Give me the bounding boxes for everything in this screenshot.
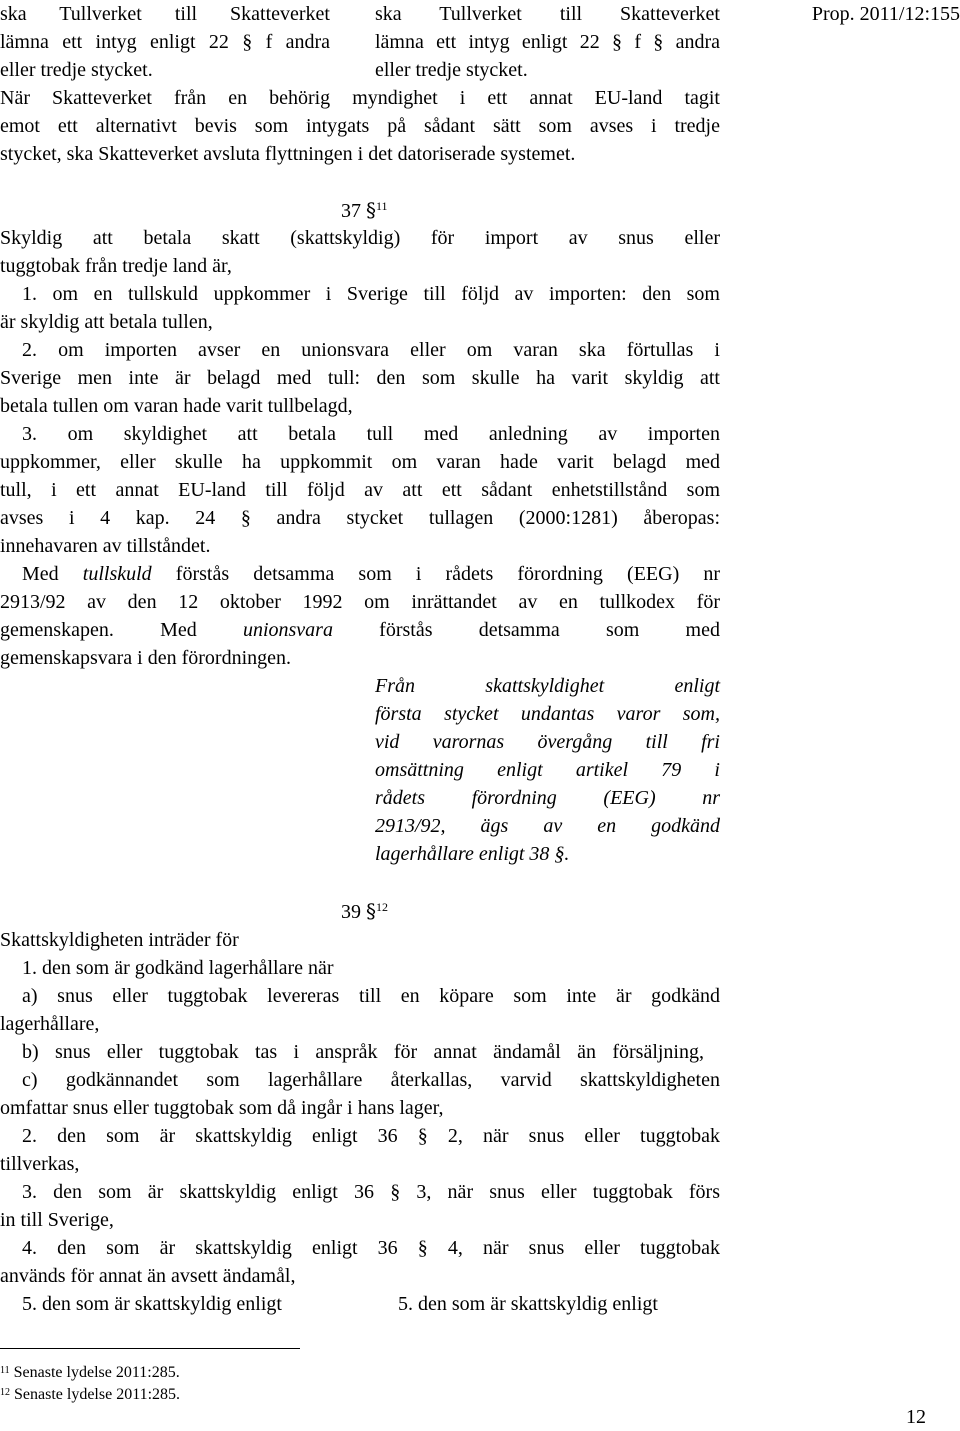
italic-line-4: omsättning enligt artikel 79 i [375, 759, 720, 781]
s39-line-11: in till Sverige, [0, 1209, 114, 1231]
s37-line-11: avses i 4 kap. 24 § andra stycket tullagen (2000:1281) åberopas: [0, 507, 720, 529]
intro-line-2: emot ett alternativt bevis som intygats på sådant sätt som avses i tredje [0, 115, 720, 137]
right-line-2: lämna ett intyg enligt 22 § f § andra [375, 31, 720, 53]
s37-line-5: 2. om importen avser en unionsvara eller om varan ska förtullas i [22, 339, 720, 361]
definition-line-4: gemenskapsvara i den förordningen. [0, 647, 292, 669]
s39-line-3: a) snus eller tuggtobak levereras till en köpare som inte är godkänd [22, 985, 720, 1007]
s37-line-4: är skyldig att betala tullen, [0, 311, 213, 333]
s39-line-2: 1. den som är godkänd lagerhållare när [22, 957, 334, 979]
italic-line-3: vid varornas övergång till fri [375, 731, 720, 753]
footnote-ref-11: 11 [376, 199, 388, 213]
left-line-1: ska Tullverket till Skatteverket [0, 3, 330, 25]
new-italic-text [375, 672, 720, 868]
paragraph-sign: § [366, 899, 376, 923]
s37-line-6: Sverige men inte är belagd med tull: den som skulle ha varit skyldig att [0, 367, 720, 389]
s37-line-3: 1. om en tullskuld uppkommer i Sverige till följd av importen: den som [22, 283, 720, 305]
s37-line-7: betala tullen om varan hade varit tullbelagd, [0, 395, 353, 417]
s37-line-2: tuggtobak från tredje land är, [0, 255, 232, 277]
s37-line-9: uppkommer, eller skulle ha uppkommit om varan hade varit belagd med [0, 451, 720, 473]
s39-line-9: tillverkas, [0, 1153, 80, 1175]
left-line-3: eller tredje stycket. [0, 59, 153, 81]
intro-line-3: stycket, ska Skatteverket avsluta flyttningen i det datoriserade systemet. [0, 143, 576, 165]
section-number: 37 [341, 200, 361, 222]
term-tullskuld: tullskuld [82, 563, 152, 585]
term-unionsvara: unionsvara [242, 619, 333, 641]
left-column-old-text [0, 0, 330, 84]
s39-line-6: c) godkännandet som lagerhållare återkallas, varvid skattskyldigheten [22, 1069, 720, 1091]
italic-line-6: 2913/92, ägs av en godkänd [375, 815, 720, 837]
s39-line-8: 2. den som är skattskyldig enligt 36 § 2, när snus eller tuggtobak [22, 1125, 720, 1147]
s39-last-left: 5. den som är skattskyldig enligt [22, 1293, 282, 1315]
paragraph-sign: § [366, 198, 376, 222]
proposition-reference: Prop. 2011/12:155 [811, 3, 960, 25]
italic-line-2: första stycket undantas varor som, [375, 703, 720, 725]
s39-line-4: lagerhållare, [0, 1013, 100, 1035]
section-number: 39 [341, 901, 361, 923]
s39-line-12: 4. den som är skattskyldig enligt 36 § 4, när snus eller tuggtobak [22, 1237, 720, 1259]
s39-line-10: 3. den som är skattskyldig enligt 36 § 3, när snus eller tuggtobak förs [22, 1181, 720, 1203]
italic-line-7: lagerhållare enligt 38 §. [375, 843, 570, 865]
s39-line-1: Skattskyldigheten inträder för [0, 929, 239, 951]
s37-line-8: 3. om skyldighet att betala tull med anledning av importen [22, 423, 720, 445]
s39-line-7: omfattar snus eller tuggtobak som då ingår i hans lager, [0, 1097, 444, 1119]
footnote-divider [0, 1348, 300, 1349]
footnote-11: $^{11}$ Senaste lydelse 2011:285. [0, 1364, 180, 1381]
definition-unionsvara: gemenskapen. Med unionsvara förstås detsamma som med [0, 619, 720, 641]
s39-line-5: b) snus eller tuggtobak tas i anspråk för annat ändamål än försäljning, [22, 1041, 704, 1063]
section-37-heading [341, 196, 388, 225]
definition-tullskuld: Med tullskuld förstås detsamma som i rådets förordning (EEG) nr [22, 563, 720, 585]
s39-last-right: 5. den som är skattskyldig enligt [398, 1293, 658, 1315]
italic-line-1: Från skattskyldighet enligt [375, 675, 720, 697]
section-39-heading [341, 897, 388, 926]
left-line-2: lämna ett intyg enligt 22 § f andra [0, 31, 330, 53]
s37-line-1: Skyldig att betala skatt (skattskyldig) för import av snus eller [0, 227, 720, 249]
s37-line-10: tull, i ett annat EU-land till följd av att ett sådant enhetstillstånd som [0, 479, 720, 501]
footnote-12: $^{12}$ Senaste lydelse 2011:285. [0, 1386, 181, 1403]
page-number: 12 [906, 1406, 926, 1428]
right-line-1: ska Tullverket till Skatteverket [375, 3, 720, 25]
definition-line-2: 2913/92 av den 12 oktober 1992 om inrättandet av en tullkodex för [0, 591, 720, 613]
italic-line-5: rådets förordning (EEG) nr [375, 787, 720, 809]
right-column-new-text [375, 0, 720, 84]
s37-line-12: innehavaren av tillståndet. [0, 535, 211, 557]
intro-line-1: När Skatteverket från en behörig myndighet i ett annat EU-land tagit [0, 87, 720, 109]
right-line-3: eller tredje stycket. [375, 59, 528, 81]
footnote-ref-12: 12 [376, 900, 388, 914]
s39-line-13: används för annat än avsett ändamål, [0, 1265, 296, 1287]
